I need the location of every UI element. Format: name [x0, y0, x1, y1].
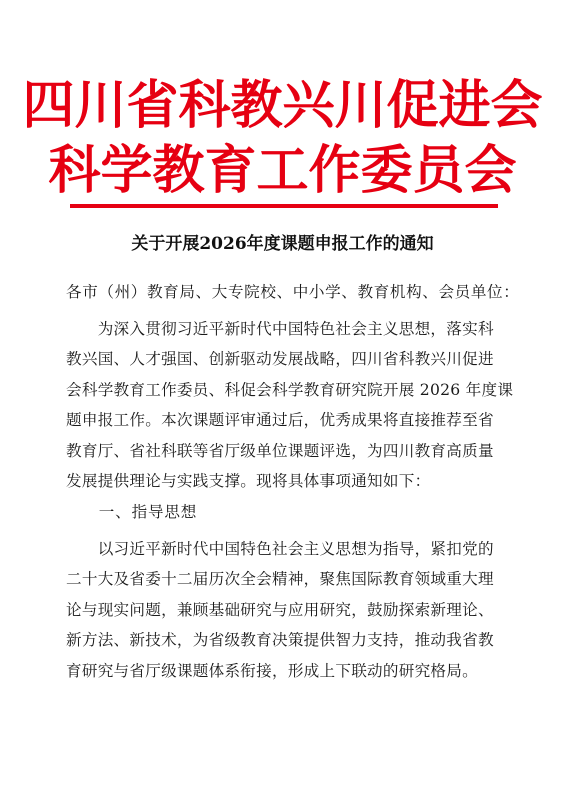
- paragraph-line: 会科学教育工作委员、科促会科学教育研究院开展 2026 年度课: [66, 380, 514, 399]
- org-name-line-2: 科学教育工作委员会: [48, 140, 517, 201]
- salutation: 各市（州）教育局、大专院校、中小学、教育机构、会员单位：: [66, 283, 520, 301]
- header-red-rule: [70, 204, 498, 208]
- paragraph-guiding-ideology: [66, 534, 500, 686]
- paragraph-line: 育研究与省厅级课题体系衔接，形成上下联动的研究格局。: [66, 661, 478, 680]
- paragraph-line: 发展提供理论与实践支撑。现将具体事项通知如下：: [66, 471, 431, 490]
- notice-title: 关于开展2026年度课题申报工作的通知: [131, 234, 434, 254]
- paragraph-line: 以习近平新时代中国特色社会主义思想为指导，紧扣党的: [66, 540, 494, 558]
- paragraph-line: 二十大及省委十二届历次全会精神，聚焦国际教育领域重大理: [66, 570, 494, 589]
- paragraph-line: 为深入贯彻习近平新时代中国特色社会主义思想，落实科: [66, 320, 494, 338]
- paragraph-line: 新方法、新技术，为省级教育决策提供智力支持，推动我省教: [66, 631, 494, 650]
- paragraph-line: 论与现实问题，兼顾基础研究与应用研究，鼓励探索新理论、: [66, 600, 494, 619]
- paragraph-intro: [66, 314, 514, 496]
- paragraph-line: 教育厅、省社科联等省厅级单位课题评选，为四川教育高质量: [66, 441, 494, 460]
- paragraph-line: 教兴国、人才强国、创新驱动发展战略，四川省科教兴川促进: [66, 350, 494, 369]
- paragraph-line: 题申报工作。本次课题评审通过后，优秀成果将直接推荐至省: [66, 411, 494, 430]
- org-name-line-1: 四川省科教兴川促进会: [22, 75, 543, 136]
- section-heading-guiding-ideology: 一、指导思想: [66, 503, 198, 521]
